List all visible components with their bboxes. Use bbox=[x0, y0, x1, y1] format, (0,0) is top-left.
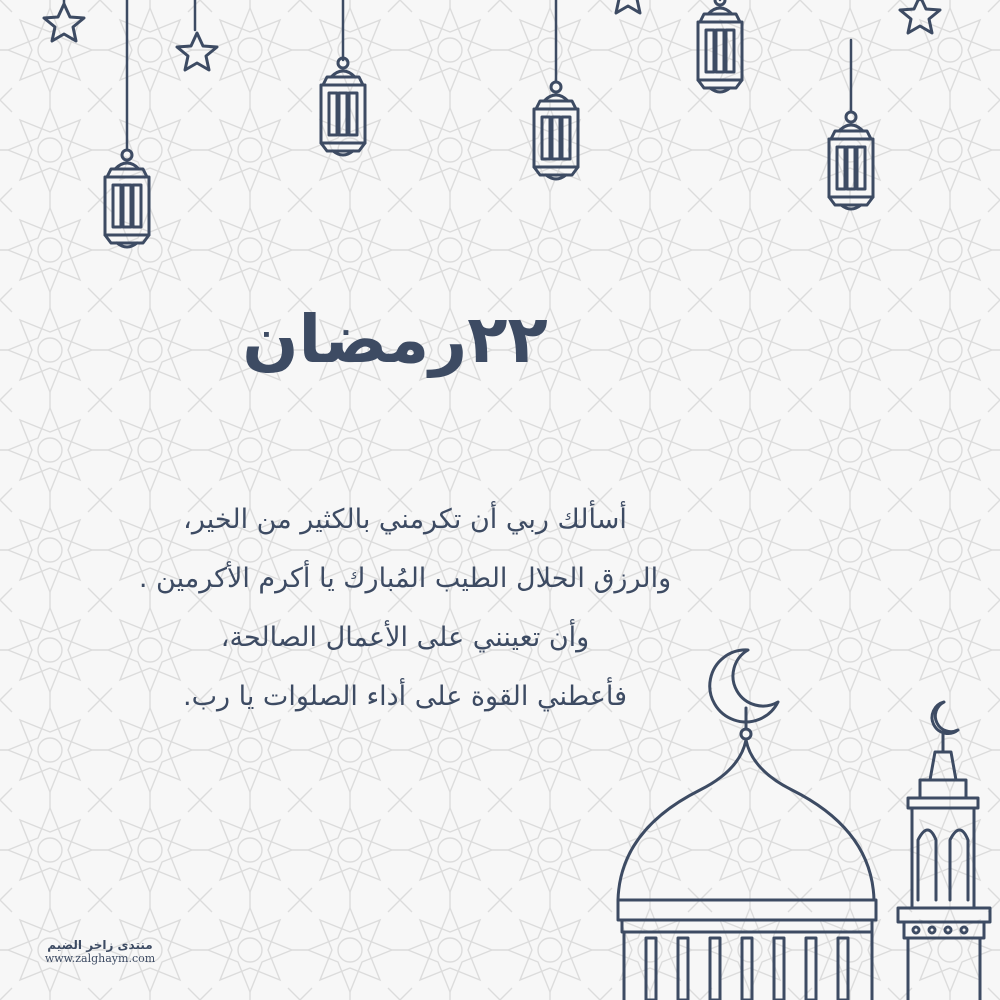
star-icon bbox=[44, 4, 84, 41]
prayer-line: وأن تعينني على الأعمال الصالحة، bbox=[220, 622, 590, 653]
watermark-url: www.zalghaym.com bbox=[44, 952, 156, 965]
watermark bbox=[35, 938, 165, 965]
prayer-line: أسألك ربي أن تكرمني بالكثير من الخير، bbox=[183, 504, 627, 535]
card-title: ٢٢رمضان bbox=[242, 301, 548, 378]
lantern-icon bbox=[534, 82, 578, 179]
watermark-name: منتدى زاخر الضيم bbox=[47, 938, 153, 952]
crescent-icon bbox=[932, 702, 958, 733]
mosque-dome-icon bbox=[618, 740, 876, 1000]
lantern-icon bbox=[321, 58, 365, 155]
lantern-icon bbox=[829, 112, 873, 209]
prayer-line: والرزق الحلال الطيب المُبارك يا أكرم الأكرمين . bbox=[138, 563, 672, 594]
star-icon bbox=[177, 33, 217, 70]
crescent-icon bbox=[710, 650, 778, 739]
star-icon bbox=[608, 0, 648, 13]
mosque-illustration bbox=[600, 630, 1000, 1000]
lantern-icon bbox=[698, 0, 742, 92]
lantern-icon bbox=[105, 150, 149, 247]
prayer-line: فأعطني القوة على أداء الصلوات يا رب. bbox=[182, 681, 628, 712]
minaret-icon bbox=[898, 702, 990, 1000]
star-icon bbox=[900, 0, 940, 33]
hanging-decorations bbox=[0, 0, 1000, 300]
